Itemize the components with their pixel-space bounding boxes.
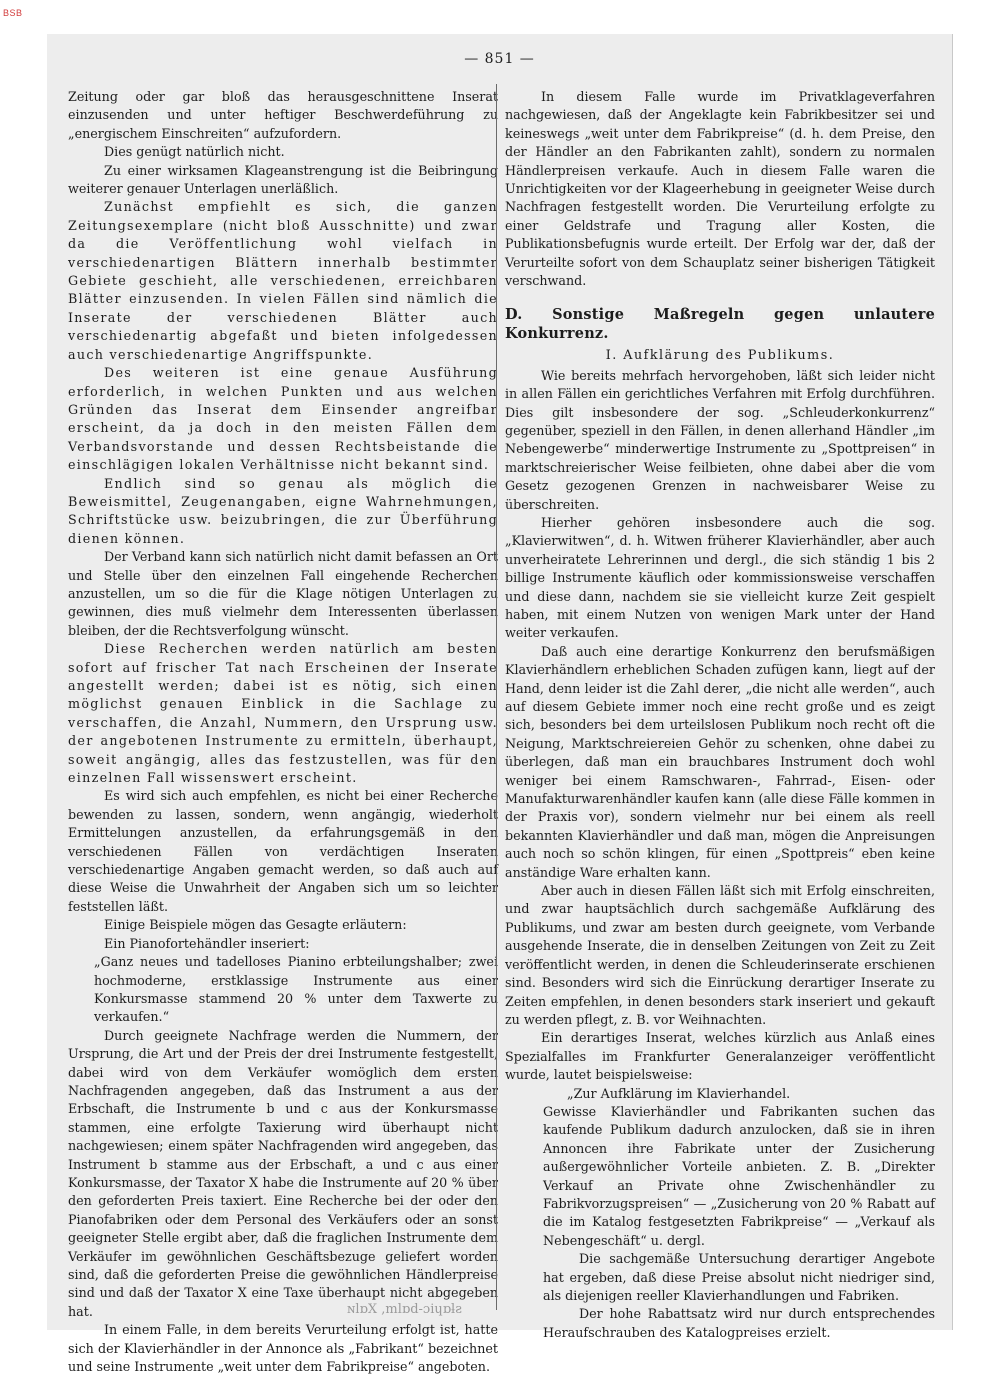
quote-body: Gewisse Klavierhändler und Fabrikanten suchen das kaufende Publikum dadurch anzulocken, daß sie in ihren Annoncen ihre Fabrikate unter der Zusicherung außergewöhnlicher Vorteile anbieten. Z. B. „Direkter Verkauf an Private ohne Zwischenhändler zu Fabrikvorzugspreisen“ — „Zusicherung von 20 % Rabatt auf die im Katalog festgesetzten Fabrikpreise“ — „Verkauf als Nebengeschäft“ u. dergl. [543, 1103, 935, 1248]
bleed-through-text: ɴlɒX ,mlɒd-ɔiɥɒƚƨ [347, 1302, 462, 1317]
paragraph: In diesem Falle wurde im Privatklageverfahren nachgewiesen, daß der Angeklagte kein Fabrikbesitzer sei und keineswegs „weit unter dem Fabrikpreise“ (d. h. dem Preise, den der Händler an den Fabrikanten zahlt), sondern zu normalen Händlerpreisen verkaufe. Auch in diesem Falle waren die Unrichtigkeiten vor der Klageerhebung in geeigneter Weise durch Nachfragen festgestellt worden. Die Verurteilung erfolgte zu einer Geldstrafe und Tragung aller Kosten, die Publikationsbefugnis wurde erteilt. Der Erfolg war der, daß der Verurteilte sofort von dem Schauplatz seiner bisherigen Tätigkeit verschwand. [505, 89, 935, 289]
paragraph: Der Verband kann sich natürlich nicht damit befassen an Ort und Stelle über den einzelnen Fall eingehende Recherchen anzustellen, um so die für die Klage nötigen Unterlagen zu gewinnen, dies muß vielmehr dem Interessenten überlassen bleiben, der die Rechtsverfolgung wünscht. [68, 549, 498, 638]
quote-paragraph: Der hohe Rabattsatz wird nur durch entsprechendes Heraufschrauben des Katalogpreises erzielt. [543, 1306, 935, 1340]
column-divider [496, 84, 497, 1310]
paragraph: Ein Pianofortehändler inseriert: [104, 935, 310, 951]
paragraph: Zu einer wirksamen Klageanstrengung ist die Beibringung weiterer genauer Unterlagen unerläßlich. [68, 162, 498, 197]
paragraph: Einige Beispiele mögen das Gesagte erläutern: [104, 917, 407, 933]
paragraph: Zunächst empfiehlt es sich, die ganzen Zeitungsexemplare (nicht bloß Ausschnitte) und zwar da die Veröffentlichung wohl vielfach in verschiedenartigen Blättern innerhalb bestimmter Gebiete geschieht, alle verschiedenen, erreichbaren Blätter einzusenden. In vielen Fällen sind nämlich die Inserate der verschiedenen Blätter auch verschiedenartig abgefaßt und bieten infolgedessen auch verschiedenartige Angriffspunkte. [68, 199, 498, 362]
paragraph: Des weiteren ist eine genaue Ausführung erforderlich, in welchen Punkten und aus welchen Gründen das Inserat dem Einsender angreifbar erscheint, da ja doch in den meisten Fällen dem Verbandsvorstande und dessen Rechtsbeistande die einschlägigen lokalen Verhältnisse nicht bekannt sind. [68, 365, 498, 473]
paragraph: Diese Recherchen werden natürlich am besten sofort auf frischer Tat nach Erscheinen der Inserate angestellt werden; dabei ist es nötig, sich einen möglichst genauen Einblick in die Sachlage zu verschaffen, die Anzahl, Nummern, den Ursprung usw. der angebotenen Instrumente zu ermitteln, überhaupt, soweit angängig, alles das festzustellen, was für den einzelnen Fall wissenswert erscheint. [68, 641, 498, 786]
left-column [68, 88, 498, 1376]
paragraph: Hierher gehören insbesondere auch die sog. „Klavierwitwen“, d. h. Witwen früherer Klavierhändler, aber auch unverheiratete Lehrerinnen und dergl., die sich ständig 1 bis 2 billige Instrumente käuflich oder kommissionsweise verschaffen und diese dann, nachdem sie sie vielleicht kurze Zeit gespielt haben, mit einem Nutzen von wenigen Mark unter der Hand weiter verkaufen. [505, 514, 935, 641]
paragraph: Durch geeignete Nachfrage werden die Nummern, der Ursprung, die Art und der Preis der drei Instrumente festgestellt, dabei wird von dem Verkäufer womöglich dem ersten Nachfragenden angegeben, daß das Instrument a aus der Erbschaft, die Instrumente b und c aus der Konkursmasse stammen, eine erfolgte Taxierung wird überhaupt nicht nachgewiesen; einem später Nachfragenden wird angegeben, das Instrument b stamme aus der Erbschaft, a und c aus einer Konkursmasse, der Taxator X habe die Instrumente auf 20 % über den geforderten Preis taxiert. Eine Recherche bei der oder den Pianofabriken oder dem Personal des Verkäufers oder an sonst geeigneter Stelle ergibt aber, daß die fraglichen Instrumente dem Verkäufer im gewöhnlichen Geschäftsbezuge geliefert worden sind, daß die geforderten Preise die gewöhnlichen Händlerpreise sind und daß der Taxator X eine Taxe überhaupt nicht abgegeben hat. [68, 1027, 498, 1319]
scanned-page [47, 34, 953, 1375]
paragraph: Daß auch eine derartige Konkurrenz den berufsmäßigen Klavierhändlern erheblichen Schaden zufügen kann, liegt auf der Hand, denn leider ist die Zahl derer, „die nicht alle werden“, auch auf diesem Gebiete immer noch eine recht große und es zeigt sich, besonders bei dem urteilslosen Publikum noch recht oft die Neigung, Marktschreiereien Gehör zu schenken, ohne dabei zu überlegen, daß man ein brauchbares Instrument doch wohl weniger bei einem Ramschwaren-, Fahrrad-, Eisen- oder Manufakturwarenhändler kaufen kann (alle diese Fälle kommen in der Praxis vor), sondern vielmehr nur bei einem als reell bekannten Klavierhändler und daß man, mögen die Anpreisungen auch noch so schön klingen, für einen „Spottpreis“ eben keine anständige Ware erhalten kann. [505, 643, 935, 880]
subsection-heading: I. Aufklärung des Publikums. [605, 347, 835, 363]
paragraph: Ein derartiges Inserat, welches kürzlich aus Anlaß eines Spezialfalles im Frankfurter Generalanzeiger veröffentlicht wurde, lautet beispielsweise: [505, 1030, 935, 1083]
paragraph: Es wird sich auch empfehlen, es nicht bei einer Recherche bewenden zu lassen, sondern, wenn angängig, wiederholt Ermittelungen anzustellen, da erfahrungsgemäß in den verschiedenen Fällen von verdächtigen Inseraten verschiedenartige Angaben gemacht werden, so daß auch auf diese Weise die Unwahrheit der Angaben sich um so leichter feststellen läßt. [68, 788, 498, 914]
paragraph: In einem Falle, in dem bereits Verurteilung erfolgt ist, hatte sich der Klavierhändler in der Annonce als „Fabrikant“ bezeichnet und seine Instrumente „weit unter dem Fabrikpreise“ angeboten. [68, 1322, 498, 1375]
paragraph: Dies genügt natürlich nicht. [104, 144, 285, 160]
paragraph: Wie bereits mehrfach hervorgehoben, läßt sich leider nicht in allen Fällen ein gerichtliches Verfahren mit Erfolg durchführen. Dies gilt insbesondere der sog. „Schleuderkonkurrenz“ gegenüber, speziell in den Fällen, in denen allerhand Händler „im Nebengewerbe“ minderwertige Instrumente zu „Spottpreisen“ in marktschreierischer Weise feilbieten, ohne dabei aber die vom Gesetz gezogenen Grenzen in nachweisbarer Weise zu überschreiten. [505, 367, 935, 512]
paragraph: Zeitung oder gar bloß das herausgeschnittene Inserat einzusenden und unter heftiger Beschwerdeführung zu „energischem Einschreiten“ aufzufordern. [68, 89, 498, 141]
paragraph: Endlich sind so genau als möglich die Beweismittel, Zeugenangaben, eigne Wahrnehmungen, Schriftstücke usw. beizubringen, die zur Überführung dienen können. [68, 475, 498, 546]
section-heading: D. Sonstige Maßregeln gegen unlautere Konkurrenz. [505, 306, 935, 342]
library-watermark: BSB [3, 8, 23, 18]
paragraph: Aber auch in diesen Fällen läßt sich mit Erfolg einschreiten, und zwar hauptsächlich durch sachgemäße Aufklärung des Publikums, und zwar am besten durch geeignete, vom Verbande ausgehende Inserate, die in denselben Zeitungen von Zeit zu Zeit veröffentlicht werden, in denen die Schleuderinserate erschienen sind. Besonders wird sich die Einrückung derartiger Inserate zu Zeiten empfehlen, in denen besonders stark inseriert und gekauft zu werden pflegt, z. B. vor Weihnachten. [505, 883, 935, 1027]
quoted-advertisement: „Ganz neues und tadelloses Pianino erbteilungshalber; zwei hochmoderne, erstklassige Instrumente aus einer Konkursmasse stammend 20 % unter dem Taxwerte zu verkaufen.“ [94, 954, 498, 1025]
right-column [505, 88, 935, 1342]
page-number: — 851 — [464, 51, 535, 67]
quoted-inserat [505, 1085, 935, 1343]
quote-paragraph: Die sachgemäße Untersuchung derartiger Angebote hat ergeben, daß diese Preise absolut nicht niedriger sind, als diejenigen reeller Klavierhandlungen und Fabriken. [543, 1251, 935, 1303]
quote-title: „Zur Aufklärung im Klavierhandel. [567, 1085, 791, 1101]
